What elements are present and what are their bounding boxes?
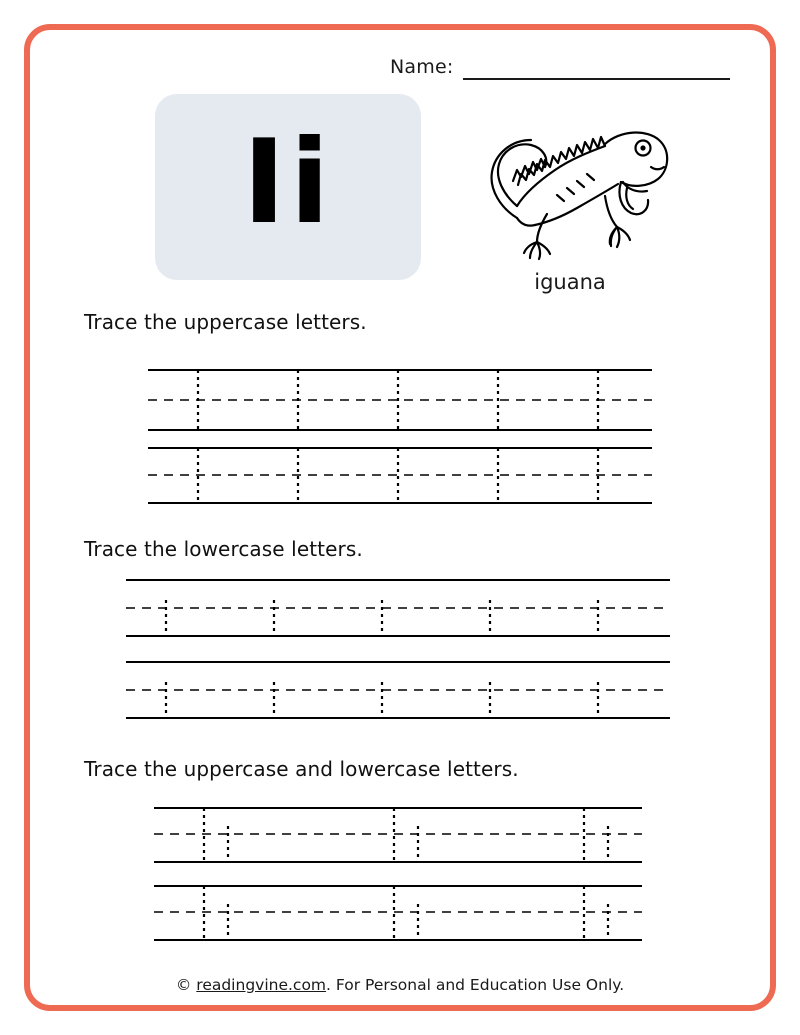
name-label: Name: — [390, 56, 454, 78]
name-row — [390, 48, 730, 80]
practice-lines-lowercase[interactable] — [126, 570, 670, 728]
word-label: iguana — [534, 270, 606, 294]
copyright-symbol: © — [175, 976, 192, 994]
name-input-line[interactable] — [463, 56, 730, 80]
practice-lines-both[interactable] — [154, 800, 642, 948]
letter-tile — [155, 94, 421, 280]
section-title-lowercase: Trace the lowercase letters. — [84, 537, 363, 561]
letter-tile-glyph: Ii — [242, 115, 334, 250]
site-link[interactable]: readingvine.com — [196, 976, 327, 994]
section-title-both: Trace the uppercase and lowercase letters. — [84, 757, 519, 781]
iguana-illustration — [455, 96, 685, 271]
footer-text: . For Personal and Education Use Only. — [326, 976, 625, 994]
practice-lines-uppercase[interactable] — [148, 360, 652, 510]
section-title-uppercase: Trace the uppercase letters. — [84, 310, 367, 334]
footer — [0, 976, 800, 994]
